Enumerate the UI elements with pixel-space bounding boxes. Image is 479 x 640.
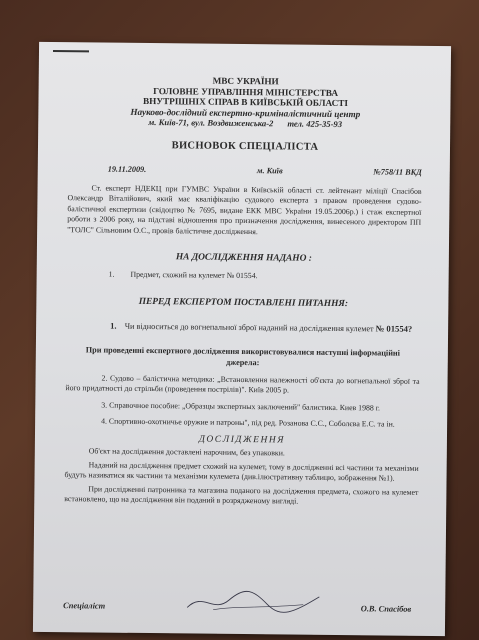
study-paragraph-3: При дослідженні патронника та магазина поданого на дослідження предмета, схожого на кулемет встановлено, що на дослідження він поданий в розрядженому вигляді. [64,484,419,507]
doc-number: №758/11 ВКД [373,166,422,177]
submitted-item-number: 1. [108,270,115,280]
department-line: ГОЛОВНЕ УПРАВЛІННЯ МІНІСТЕРСТВА [153,85,339,98]
doc-date: 19.11.2009. [107,164,147,174]
dateline [108,164,422,176]
department-line-2: ВНУТРІШНІХ СПРАВ В КИЇВСЬКІЙ ОБЛАСТІ [142,95,349,109]
question-number: 1. [110,321,117,332]
source-item: 3. Справочное пособие: „Образцы экспертных заключений" балистика. Киев 1988 г. [101,400,381,413]
doc-city: м. Київ [256,165,283,175]
signer-role: Спеціаліст [63,601,106,611]
phone: тел. 425-35-93 [287,118,343,130]
letterhead [68,74,423,130]
question-item [66,321,420,336]
submitted-heading: НА ДОСЛІДЖЕННЯ НАДАНО : [175,252,312,265]
document-title: ВИСНОВОК СПЕЦІАЛІСТА [171,139,319,153]
submitted-item [67,270,421,283]
center-name: Науково-дослідний експертно-криміналістичний центр [130,106,361,119]
top-dash-mark [53,50,89,52]
study-paragraph-2: Наданий на дослідження предмет схожий на кулемет, тому в дослідженні всі частини та механізми будуть називатися як частини та механізми кулемета (див.ілюстративну таблицю, зображення №1). [64,460,419,483]
question-object-number: № 01554? [375,323,413,335]
questions-heading: ПЕРЕД ЕКСПЕРТОМ ПОСТАВЛЕНІ ПИТАННЯ: [138,297,349,310]
source-item: 4. Спортивно-охотничье оружие и патроны", під ред. Розанова С.С., Соболєва Е.С. та ін. [101,416,395,430]
source-item: 2. Судово – балістична методика: „Встановлення належності об'єкта до вогнепальної зброї та його придатності до стрільби (проведення пострілів)". Київ 2005 р. [65,373,420,395]
question-text: Чи відноситься до вогнепальної зброї наданий на дослідження кулемет [124,322,374,334]
ministry-line: МВС УКРАЇНИ [212,75,279,87]
signature-block [63,601,411,614]
study-paragraph-1: Об'єкт на дослідження доставлені нарочним, без упаковки. [88,446,285,458]
address: м. Київ-71, вул. Воздвиженська-2 [148,117,274,129]
study-heading: ДОСЛІДЖЕННЯ [198,434,286,446]
submitted-item-text: Предмет, схожий на кулемет № 01554. [130,270,258,281]
document-page [33,42,451,636]
sources-heading: При проведенні експертного дослідження використовувалися наступні інформаційні джерела: [85,345,400,368]
intro-paragraph: Ст. експерт НДЕКЦ при ГУМВС України в Київській області ст. лейтенант міліції Спасібов Олександр Віталійович, який має кваліфікацію судового експерта з правом проведення судово-балістичної експертизи (свідоцтво № 7695, видане ЕКК МВС України 19.05.2006р.) і стаж експертної роботи з 2006 року, на підставі відношення про призначення дослідження, винесеного директором ПП "ТОЛС" Сільновим О.С., провів балістичне дослідження. [67,182,422,237]
signer-name: О.В. Спасібов [360,604,412,614]
